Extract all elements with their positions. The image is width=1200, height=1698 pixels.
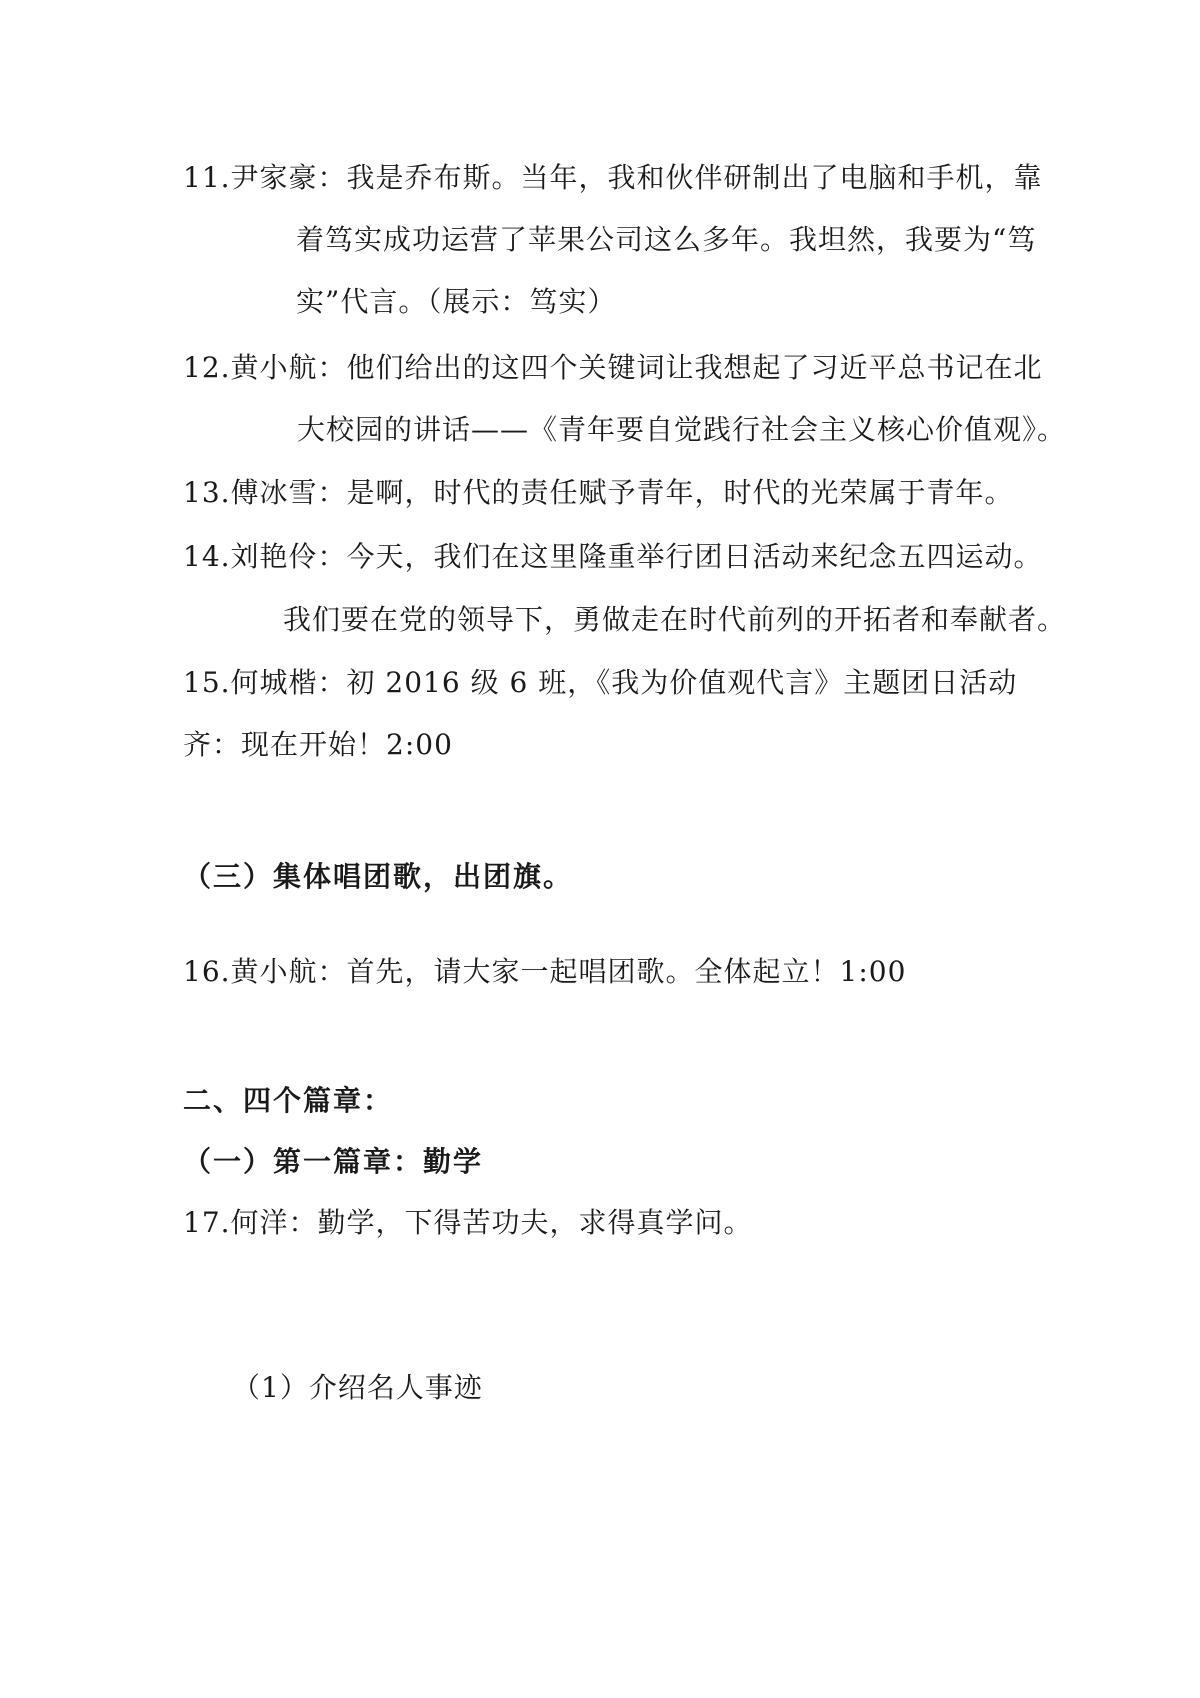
chapter-1-heading: （一）第一篇章：勤学 [183, 1145, 484, 1178]
line-17-he-yang: 17.何洋：勤学，下得苦功夫，求得真学问。 [183, 1206, 753, 1239]
line-11-yin-jiahao: 11.尹家豪：我是乔布斯。当年，我和伙伴研制出了电脑和手机，靠 [183, 161, 1043, 194]
line-13-fu-bingxue: 13.傅冰雪：是啊，时代的责任赋予青年，时代的光荣属于青年。 [183, 476, 1014, 509]
line-14-liu-yanling: 14.刘艳伶：今天，我们在这里隆重举行团日活动来纪念五四运动。 [183, 540, 1043, 573]
part-2-heading: 二、四个篇章： [183, 1084, 394, 1117]
line-16-huang-xiaohang: 16.黄小航：首先，请大家一起唱团歌。全体起立！1:00 [183, 955, 907, 988]
line-12-continuation: 大校园的讲话——《青年要自觉践行社会主义核心价值观》。 [297, 413, 1067, 446]
line-14-continuation: 我们要在党的领导下，勇做走在时代前列的开拓者和奉献者。 [283, 603, 1067, 636]
line-15-all-together: 齐：现在开始！2:00 [183, 728, 453, 761]
line-11-continuation-1: 着笃实成功运营了苹果公司这么多年。我坦然，我要为“笃 [296, 223, 1037, 256]
line-15-he-chengkai: 15.何城楷：初 2016 级 6 班，《我为价值观代言》主题团日活动 [183, 666, 1018, 699]
sub-item-1: （1）介绍名人事迹 [232, 1371, 483, 1404]
line-11-continuation-2: 实”代言。（展示：笃实） [296, 285, 617, 318]
line-12-huang-xiaohang: 12.黄小航：他们给出的这四个关键词让我想起了习近平总书记在北 [183, 351, 1043, 384]
section-3-heading: （三）集体唱团歌，出团旗。 [183, 860, 574, 893]
